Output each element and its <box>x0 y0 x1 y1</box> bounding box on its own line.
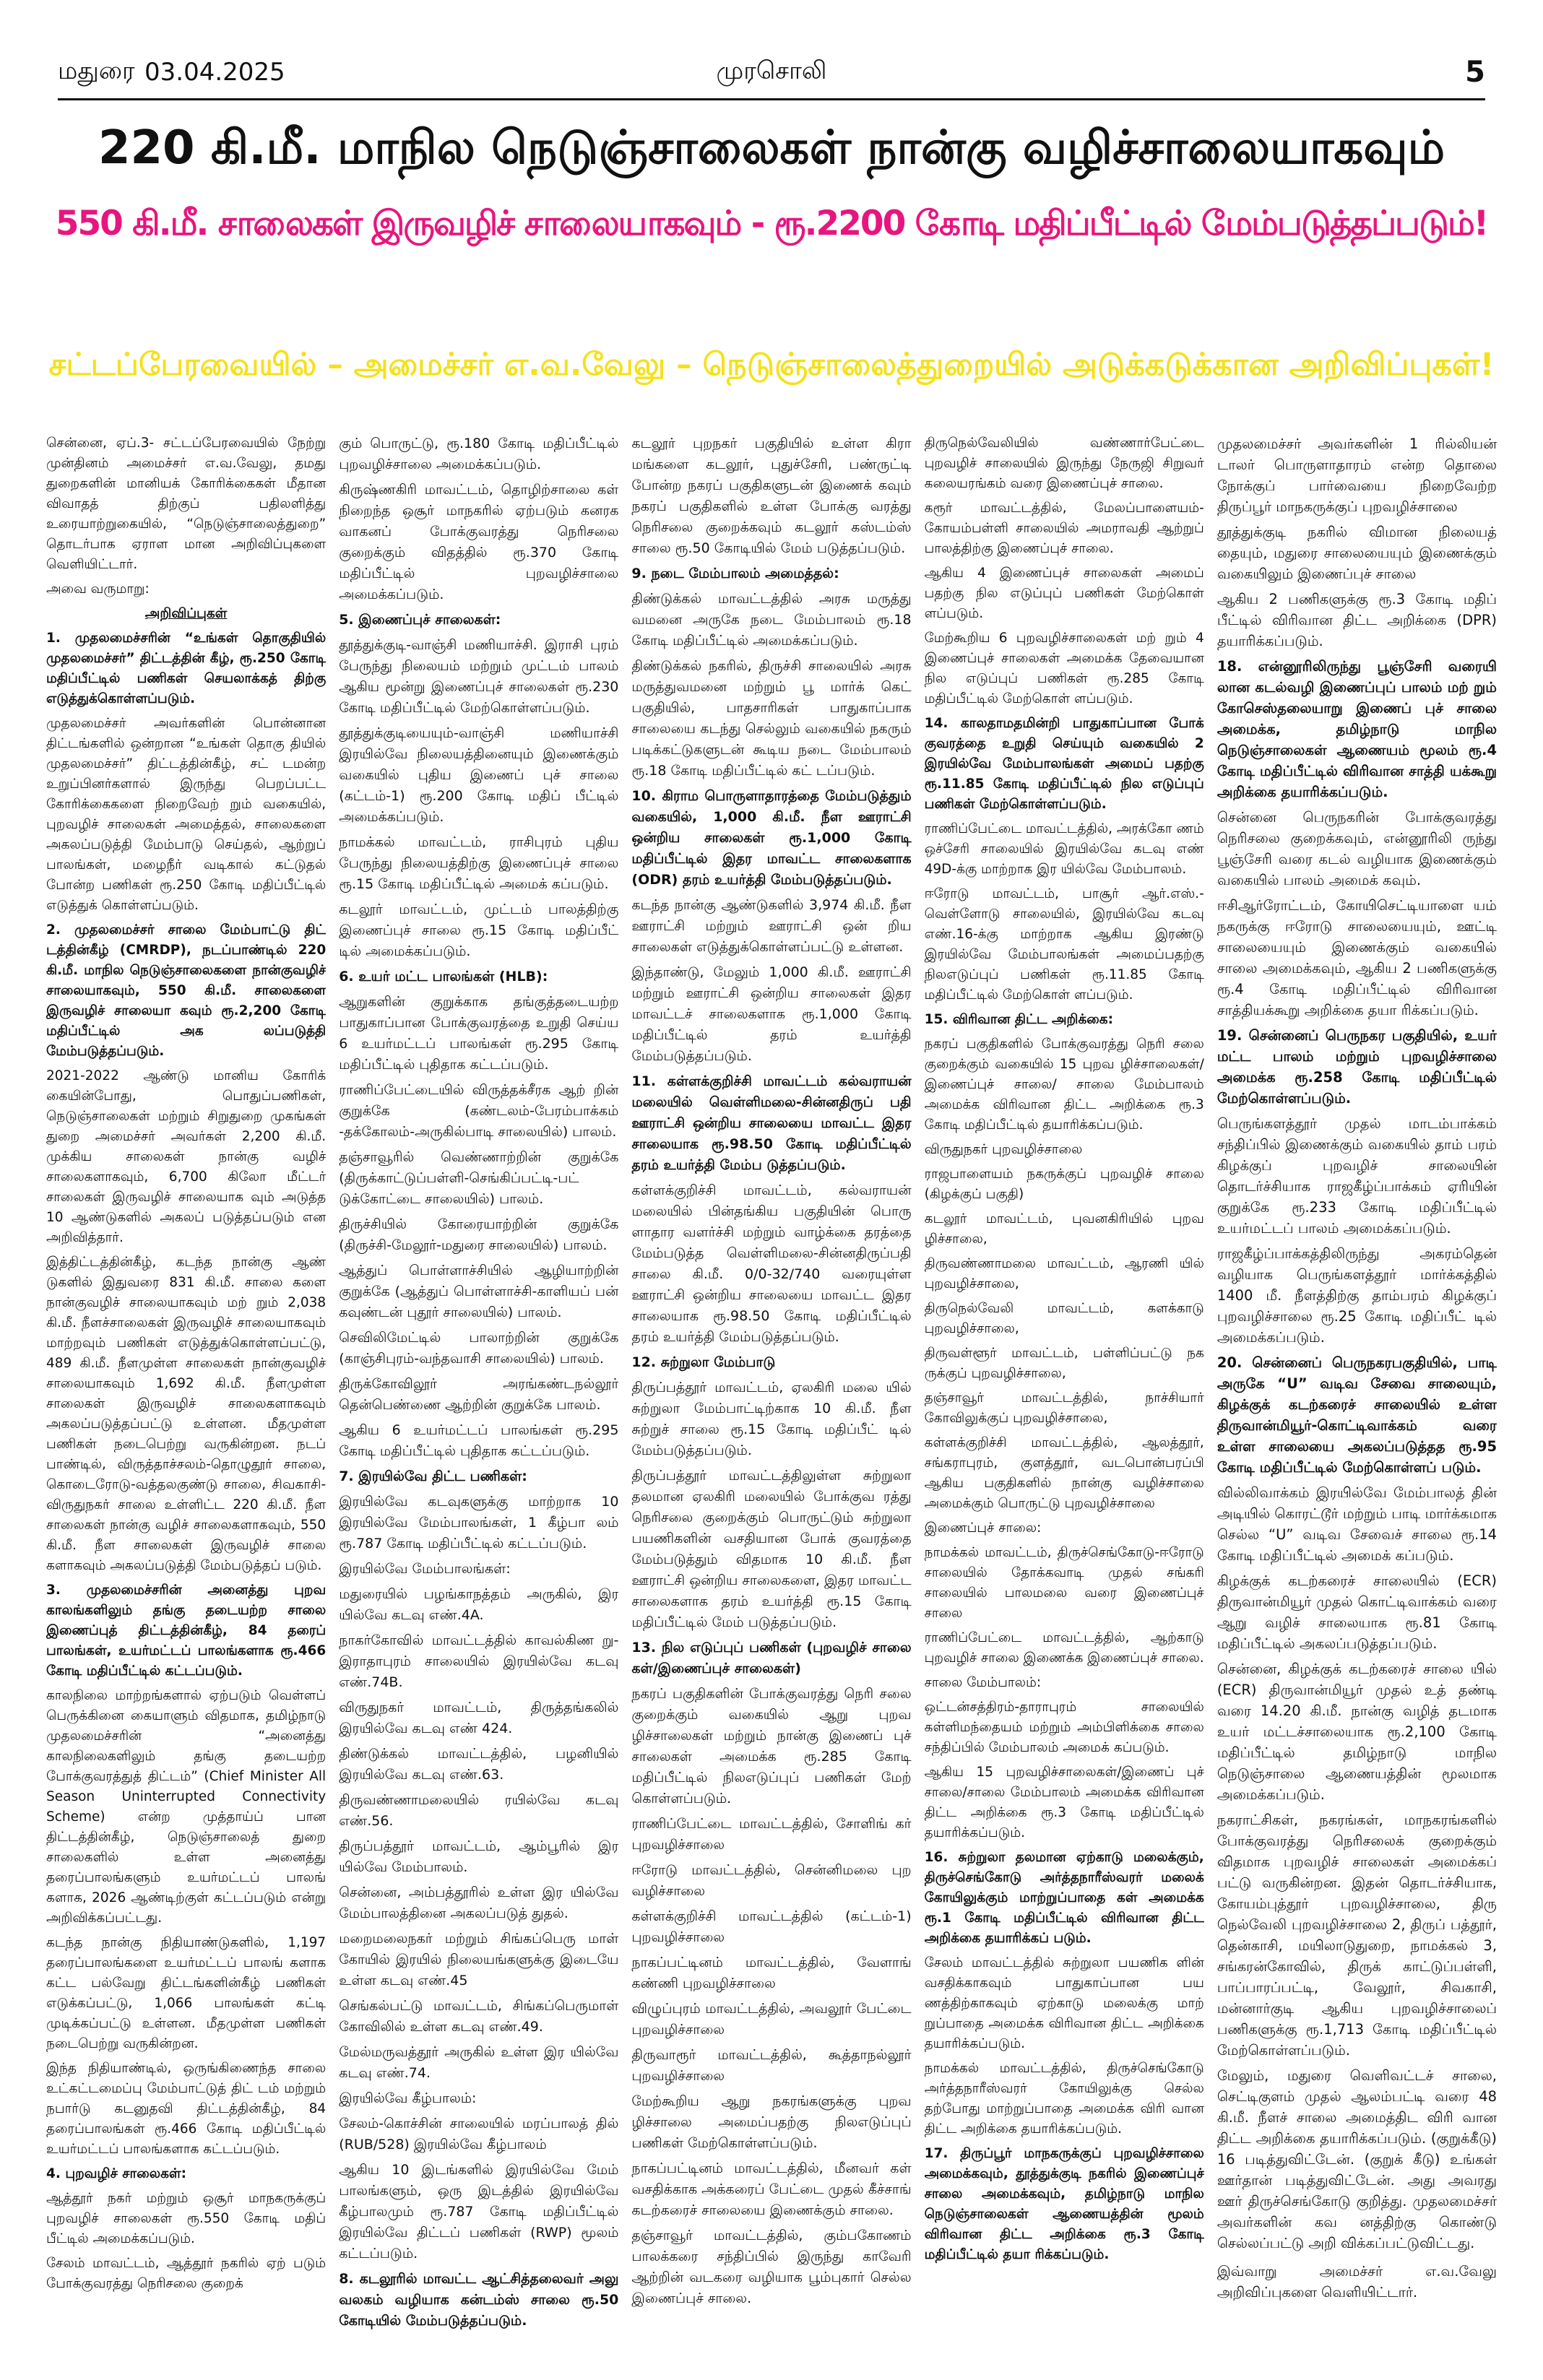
article-paragraph: 11. கள்ளக்குறிச்சி மாவட்டம் கல்வராயன் மலையில் வெள்ளிமலை-சின்னதிருப் பதி ஊராட்சி ஒன்றிய சாலையை மாவட்ட இதர சாலையாக ரூ.98.50 கோடி மதிப்பீட்டில் தரம் உயர்த்தி மேம்ப டுத்தப்படும். <box>631 1073 912 1173</box>
article-paragraph: நாகப்பட்டினம் மாவட்டத்தில், மீனவர் கள் வசதிக்காக அக்கரைப் பேட்டை முதல் கீச்சாங் கடற்கரைச் சாலையை இணைக்கும் சாலை. <box>631 2160 912 2218</box>
article-paragraph: சாலை மேம்பாலம்: <box>924 1675 1042 1690</box>
article-paragraph: சென்னை பெருநகரின் போக்குவரத்து நெரிசலை குறைக்கவும், என்னூரிலி ருந்து பூஞ்சேரி வரை கடல் வழியாக இணைக்கும் வகையில் பாலம் அமைக் கவும். <box>1216 809 1497 888</box>
folio-rule <box>58 98 1485 100</box>
article-paragraph: செவிலிமேட்டில் பாலாற்றின் குறுக்கே (காஞ்சிபுரம்-வந்தவாசி சாலையில்) பாலம். <box>339 1330 619 1367</box>
article-paragraph: நாகர்கோவில் மாவட்டத்தில் காவல்கிண று-இராதாபுரம் சாலையில் இரயில்வே கடவு எண்.74B. <box>339 1632 619 1690</box>
article-paragraph: திருவண்ணாமலை மாவட்டம், ஆரணி யில் புறவழிச்சாலை, <box>924 1256 1204 1291</box>
article-paragraph: நகரப் பகுதிகளின் போக்குவரத்து நெரி சலை குறைக்கும் வகையில் ஆறு புறவ ழிச்சாலைகள் மற்றும் நான்கு இணைப் புச் சாலைகள் அமைக்க ரூ.285 கோடி மதிப்பீட்டில் நிலஎடுப்புப் பணிகள் மேற் கொள்ளப்படும். <box>631 1686 912 1806</box>
article-paragraph: 20. சென்னைப் பெருநகரபகுதியில், பாடி அருகே “U” வடிவ சேவை சாலையும், கிழக்குக் கடற்கரைச் சாலையில் உள்ள திருவான்மியூர்-கொட்டிவாக்கம் வரை உள்ள சாலையை அகலப்படுத்தத ரூ.95 கோடி மதிப்பீட்டில் மேற்கொள்ளப் படும். <box>1216 1354 1497 1476</box>
article-paragraph: சேலம் மாவட்டம், ஆத்தூர் நகரில் ஏற் படும் போக்குவரத்து நெரிசலை குறைக் <box>46 2256 327 2291</box>
article-paragraph: 2021-2022 ஆண்டு மானிய கோரிக் கையின்போது, பொதுப்பணிகள், நெடுஞ்சாலைகள் மற்றும் சிறுதுறை முகங்கள் துறை அமைச்சர் அவர்கள் 2,200 கி.மீ. முக்கிய சாலைகள் நான்கு வழிச் சாலைகளாகவும், 6,700 கிலோ மீட்டர் சாலைகள் இருவழிச் சாலையாக வும் அடுத்த 10 ஆண்டுகளில் அகலப் படுத்தப்படும் என அறிவித்தார். <box>46 1068 327 1245</box>
article-paragraph: 10. கிராம பொருளாதாரத்தை மேம்படுத்தும் வகையில், 1,000 கி.மீ. நீள ஊராட்சி ஒன்றிய சாலைகள் ரூ.1,000 கோடி மதிப்பீட்டில் இதர மாவட்ட சாலைகளாக (ODR) தரம் உயர்த்தி மேம்படுத்தப்படும். <box>631 788 912 888</box>
article-paragraph: 15. விரிவான திட்ட அறிக்கை: <box>924 1012 1114 1027</box>
article-paragraph: 2. முதலமைச்சர் சாலை மேம்பாட்டு திட் டத்தின்கீழ் (CMRDP), நடப்பாண்டில் 220 கி.மீ. மாநில நெடுஞ்சாலைகளை நான்குவழிச் சாலையாகவும், 550 கி.மீ. சாலைகளை இருவழிச் சாலையா கவும் ரூ.2,200 கோடி மதிப்பீட்டில் அக லப்படுத்தி மேம்படுத்தப்படும். <box>46 922 327 1059</box>
article-paragraph: நாகப்பட்டினம் மாவட்டத்தில், வேளாங் கண்ணி புறவழிச்சாலை <box>631 1955 912 1991</box>
article-paragraph: 4. புறவழிச் சாலைகள்: <box>46 2166 186 2181</box>
article-paragraph: நாமக்கல் மாவட்டத்தில், திருச்செங்கோடு அர்த்தநாரீஸ்வரர் கோயிலுக்கு செல்ல தற்போது மாற்றுப்பாதை அமைக்க விரி வான திட்ட அறிக்கை தயாரிக்கப்படும். <box>924 2061 1204 2137</box>
article-paragraph: இணைப்புச் சாலை: <box>924 1520 1042 1536</box>
article-paragraph: 17. திருப்பூர் மாநகருக்குப் புறவழிச்சாலை அமைக்கவும், தூத்துக்குடி நகரில் இணைப்புச் சாலை அமைக்கவும், தமிழ்நாடு மாநில நெடுஞ்சாலைகள் ஆணையத்தின் மூலம் விரிவான திட்ட அறிக்கை ரூ.3 கோடி மதிப்பீட்டில் தயா ரிக்கப்படும். <box>924 2146 1204 2262</box>
article-paragraph: 5. இணைப்புச் சாலைகள்: <box>339 612 501 628</box>
article-paragraph: ராணிப்பேட்டை மாவட்டத்தில், அரக்கோ ணம் ஒச்சேரி சாலையில் இரயில்வே கடவு எண் 49D-க்கு மாற்றாக இர யில்வே மேம்பாலம். <box>924 821 1204 877</box>
folio-page-number: 5 <box>1465 56 1485 89</box>
article-paragraph: ராஜபாளையம் நகருக்குப் புறவழிச் சாலை (கிழக்குப் பகுதி) <box>924 1167 1204 1202</box>
article-column-2 <box>339 433 618 2362</box>
article-paragraph: ஆகிய 15 புறவழிச்சாலைகள்/இணைப் புச் சாலை/சாலை மேம்பாலம் அமைக்க விரிவான திட்ட அறிக்கை ரூ.3 கோடி மதிப்பீட்டில் தயாரிக்கப்படும். <box>924 1765 1204 1840</box>
article-paragraph: வில்லிவாக்கம் இரயில்வே மேம்பாலத் தின் அடியில் கொரட்டூர் மற்றும் பாடி மார்க்கமாக செல்ல “U” வடிவ சேவைச் சாலை ரூ.14 கோடி மதிப்பீட்டில் அமைக் கப்படும். <box>1216 1484 1497 1564</box>
article-paragraph: ஒட்டன்சத்திரம்-தாராபுரம் சாலையில் கள்ளிமந்தையம் மற்றும் அம்பிளிக்கை சாலை சந்திப்பில் மேம்பாலம் அமைக் கப்படும். <box>924 1700 1204 1755</box>
article-subheading: அறிவிப்புகள் <box>144 606 228 621</box>
article-paragraph: கிருஷ்ணகிரி மாவட்டம், தொழிற்சாலை கள் நிறைந்த ஒசூர் மாநகரில் ஏற்படும் கனரக வாகனப் போக்குவரத்து நெரிசலை குறைக்கும் விதத்தில் ரூ.370 கோடி மதிப்பீட்டில் புறவழிச்சாலை அமைக்கப்படும். <box>339 482 619 602</box>
article-paragraph: 14. காலதாமதமின்றி பாதுகாப்பான போக் குவரத்தை உறுதி செய்யும் வகையில் 2 இரயில்வே மேம்பாலங்கள் அமைப் பதற்கு ரூ.11.85 கோடி மதிப்பீட்டில் நில எடுப்புப் பணிகள் மேற்கொள்ளப்படும். <box>924 716 1204 812</box>
article-column-1 <box>46 433 326 2362</box>
article-paragraph: ராணிப்பேட்டை மாவட்டத்தில், சோளிங் கர் புறவழிச்சாலை <box>631 1816 912 1853</box>
article-paragraph: விருதுநகர் புறவழிச்சாலை <box>924 1142 1083 1157</box>
headline-deck: சட்டப்பேரவையில் – அமைச்சர் எ.வ.வேலு – நெடுஞ்சாலைத்துறையில் அடுக்கடுக்கான அறிவிப்புகள்! <box>48 347 1495 383</box>
column-5-paragraphs <box>1217 433 1497 2254</box>
article-paragraph: ஆகிய 6 உயர்மட்டப் பாலங்கள் ரூ.295 கோடி மதிப்பீட்டில் புதிதாக கட்டப்படும். <box>339 1422 619 1459</box>
article-paragraph: திண்டுக்கல் மாவட்டத்தில் அரசு மருத்து வமனை அருகே நடை மேம்பாலம் ரூ.18 கோடி மதிப்பீட்டில் அமைக்கப்படும். <box>631 591 912 649</box>
article-column-4 <box>925 433 1204 2362</box>
article-paragraph: ராணிப்பேட்டையில் விருத்தக்சீரக ஆற் றின் குறுக்கே (கண்டலம்-பேரம்பாக்கம் -தக்கோலம்-அருகில்பாடி சாலையில்) பாலம். <box>339 1082 619 1140</box>
article-paragraph: இரயில்வே கடவுகளுக்கு மாற்றாக 10 இரயில்வே மேம்பாலங்கள், 1 கீழ்பா லம் ரூ.787 கோடி மதிப்பீட்டில் கட்டப்படும். <box>339 1494 619 1552</box>
column-4-paragraphs <box>925 433 1204 2265</box>
article-paragraph: 19. சென்னைப் பெருநகர பகுதியில், உயர் மட்ட பாலம் மற்றும் புறவழிச்சாலை அமைக்க ரூ.258 கோடி மதிப்பீட்டில் மேற்கொள்ளப்படும். <box>1216 1027 1497 1107</box>
article-paragraph: ஆத்துப் பொள்ளாச்சியில் ஆழியாற்றின் குறுக்கே (ஆத்துப் பொள்ளாச்சி-காளியப் பன் கவுண்டன் புதூர் சாலையில்) பாலம். <box>339 1263 619 1320</box>
headline-kicker: 220 கி.மீ. மாநில நெடுஞ்சாலைகள் நான்கு வழிச்சாலையாகவும் <box>98 121 1445 175</box>
article-paragraph: 1. முதலமைச்சரின் “உங்கள் தொகுதியில் முதலமைச்சர்” திட்டத்தின் கீழ், ரூ.250 கோடி மதிப்பீட்டில் பணிகள் செயலாக்கத் திற்கு எடுத்துக்கொள்ளப்படும். <box>46 631 327 706</box>
article-paragraph: ஈரோடு மாவட்டம், பாசூர் ஆர்.எஸ்.-வெள்ளோடு சாலையில், இரயில்வே கடவு எண்.16-க்கு மாற்றாக ஆகிய இரண்டு இரயில்வே மேம்பாலங்கள் அமைப்பதற்கு நிலஎடுப்புப் பணிகள் ரூ.11.85 கோடி மதிப்பீட்டில் மேற்கொள் ளப்படும். <box>924 886 1204 1003</box>
article-paragraph: முதலமைச்சர் அவர்களின் 1 ரில்லியன் டாலர் பொருளாதாரம் என்ற தொலை நோக்குப் பார்வையை நிறைவேற்ற திருப்பூர் மாநகருக்குப் புறவழிச்சாலை <box>1216 436 1497 515</box>
article-paragraph: திருவள்ளூர் மாவட்டம், பள்ளிப்பட்டு நக ருக்குப் புறவழிச்சாலை, <box>924 1346 1204 1381</box>
article-paragraph: மேற்கூறிய 6 புறவழிச்சாலைகள் மற் றும் 4 இணைப்புச் சாலைகள் அமைக்க தேவையான நில எடுப்புப் பணிகள் ரூ.285 கோடி மதிப்பீட்டில் மேற்கொள் ளப்படும். <box>924 631 1204 706</box>
article-paragraph: ஆகிய 10 இடங்களில் இரயில்வே மேம் பாலங்களும், ஒரு இடத்தில் இரயில்வே கீழ்பாலமும் ரூ.787 கோடி மதிப்பீட்டில் இரயில்வே திட்டப் பணிகள் (RWP) மூலம் கட்டப்படும். <box>339 2162 619 2262</box>
folio-city: மதுரை <box>58 56 135 85</box>
column-1-paragraphs <box>46 628 326 2294</box>
article-paragraph: கரூர் மாவட்டத்தில், மேலப்பாளையம்-கோயம்பள்ளி சாலையில் அமராவதி ஆற்றுப் பாலத்திற்கு இணைப்புச் சாலை. <box>924 501 1204 556</box>
article-paragraph: மேற்கூறிய ஆறு நகரங்களுக்கு புறவ ழிச்சாலை அமைப்பதற்கு நிலஎடுப்புப் பணிகள் மேற்கொள்ளப்படும். <box>631 2093 912 2151</box>
article-paragraph: இந்த நிதியாண்டில், ஒருங்கிணைந்த சாலை உட்கட்டமைப்பு மேம்பாட்டுத் திட் டம் மற்றும் நபார்டு கடனுதவி திட்டத்தின்கீழ், 84 தரைப்பாலங்கள் ரூ.466 கோடி மதிப்பீட்டில் உயர்மட்டப் பாலங்களாக கட்டப்படும். <box>46 2061 327 2157</box>
article-paragraph: சேலம் மாவட்டத்தில் சுற்றுலா பயணிக ளின் வசதிக்காகவும் பாதுகாப்பான பய ணத்திற்காகவும் ஏற்காடு மலைக்கு மாற் றுப்பாதை அமைக்க விரிவான திட்ட அறிக்கை தயாரிக்கப்படும். <box>924 1955 1204 2051</box>
article-paragraph: திருநெல்வேலியில் வண்ணார்பேட்டை புறவழிச் சாலையில் இருந்து நேருஜி சிறுவர் கலையரங்கம் வரை இணைப்புச் சாலை. <box>924 436 1204 491</box>
article-paragraph: ராஜகீழ்ப்பாக்கத்திலிருந்து அகரம்தென் வழியாக பெருங்களத்தூர் மார்க்கத்தில் 1400 மீ. நீளத்திற்கு தாம்பரம் கிழக்குப் புறவழிச்சாலை ரூ.25 கோடி மதிப்பீட் டில் அமைக்கப்படும். <box>1216 1245 1497 1346</box>
article-paragraph: 8. கடலூரில் மாவட்ட ஆட்சித்தலைவர் அலு வலகம் வழியாக கன்டம்ஸ் சாலை ரூ.50 கோடியில் மேம்படுத்தப்படும். <box>339 2271 619 2329</box>
article-paragraph: சேலம்-கொச்சின் சாலையில் மரப்பாலத் தில் (RUB/528) இரயில்வே கீழ்பாலம் <box>339 2116 619 2152</box>
article-paragraph: செங்கல்பட்டு மாவட்டம், சிங்கப்பெருமாள் கோவிலில் உள்ள கடவு எண்.49. <box>339 1998 619 2035</box>
article-paragraph: கும் பொருட்டு, ரூ.180 கோடி மதிப்பீட்டில் புறவழிச்சாலை அமைக்கப்படும். <box>339 436 619 472</box>
article-paragraph: கள்ளக்குறிச்சி மாவட்டத்தில் (கட்டம்-1) புறவழிச்சாலை <box>631 1908 912 1945</box>
article-paragraph: கடந்த நான்கு ஆண்டுகளில் 3,974 கி.மீ. நீள ஊராட்சி மற்றும் ஊராட்சி ஒன் றிய சாலைகள் எடுத்துக்கொள்ளப்பட்டு உள்ளன. <box>631 897 912 955</box>
folio-paper-name: முரசொலி <box>716 56 827 85</box>
article-paragraph: திருக்கோவிலூர் அரங்கண்டநல்லூர் தென்பெண்ணை ஆற்றின் குறுக்கே பாலம். <box>339 1376 619 1413</box>
article-body <box>46 433 1497 2362</box>
article-paragraph: தஞ்சாவூரில் வெண்ணாற்றின் குறுக்கே (திருக்காட்டுப்பள்ளி-செங்கிப்பட்டி-பட் டுக்கோட்டை சாலையில்) பாலம். <box>339 1149 619 1207</box>
article-paragraph: இரயில்வே மேம்பாலங்கள்: <box>339 1561 511 1577</box>
article-paragraph: கடலூர் மாவட்டம், புவனகிரியில் புறவ ழிச்சாலை, <box>924 1211 1204 1247</box>
article-paragraph: கள்ளக்குறிச்சி மாவட்டத்தில், ஆலத்தூர், சங்கராபுரம், குளத்தூர், வடபொன்பரப்பி ஆகிய பகுதிகளில் நான்கு வழிச்சாலை அமைக்கும் பொருட்டு புறவழிச்சாலை <box>924 1435 1204 1511</box>
article-paragraph: மேல்மருவத்தூர் அருகில் உள்ள இர யில்வே கடவு எண்.74. <box>339 2044 619 2081</box>
article-paragraph: தூத்துக்குடியையும்-வாஞ்சி மணியாச்சி இரயில்வே நிலையத்தினையும் இணைக்கும் வகையில் புதிய இணைப் புச் சாலை (கட்டம்-1) ரூ.200 கோடி மதிப் பீட்டில் அமைக்கப்படும். <box>339 725 619 825</box>
article-paragraph: ஆகிய 4 இணைப்புச் சாலைகள் அமைப் பதற்கு நில எடுப்புப் பணிகள் மேற்கொள் ளப்படும். <box>924 566 1204 621</box>
article-paragraph: 16. சுற்றுலா தலமான ஏற்காடு மலைக்கும், திருச்செங்கோடு அர்த்தநாரீஸ்வரர் மலைக் கோயிலுக்கும் மாற்றுப்பாதை கள் அமைக்க ரூ.1 கோடி மதிப்பீட்டில் விரிவான திட்ட அறிக்கை தயாரிக்கப் படும். <box>924 1850 1204 1946</box>
article-paragraph: 18. என்னூரிலிருந்து பூஞ்சேரி வரையி லான கடல்வழி இணைப்புப் பாலம் மற் றும் கோசெஸ்தலையாறு இணைப் புச் சாலை அமைக்க, தமிழ்நாடு மாநில நெடுஞ்சாலைகள் ஆணையம் மூலம் ரூ.4 கோடி மதிப்பீட்டில் விரிவான சாத்தி யக்கூறு அறிக்கை தயாரிக்கப்படும். <box>1216 658 1497 800</box>
article-paragraph: ராணிப்பேட்டை மாவட்டத்தில், ஆற்காடு புறவழிச் சாலை இணைக்க இணைப்புச் சாலை. <box>924 1630 1204 1666</box>
article-paragraph: திருப்பத்தூர் மாவட்டம், ஏலகிரி மலை யில் சுற்றுலா மேம்பாட்டிற்காக 10 கி.மீ. நீள சுற்றுச் சாலை ரூ.15 கோடி மதிப்பீட் டில் மேம்படுத்தப்படும். <box>631 1380 912 1458</box>
article-paragraph: திருவாரூர் மாவட்டத்தில், கூத்தாநல்லூர் புறவழிச்சாலை <box>631 2047 912 2084</box>
article-paragraph: கள்ளக்குறிச்சி மாவட்டம், கல்வராயன் மலையில் பின்தங்கிய பகுதியின் பொரு ளாதார வளர்ச்சி மற்றும் வாழ்க்கை தரத்தை மேம்படுத்த வெள்ளிமலை-சின்னதிருப்பதி சாலை கி.மீ. 0/0-32/740 வரையுள்ள ஊராட்சி ஒன்றிய சாலையை மாவட்ட இதர சாலையாக ரூ.98.50 கோடி மதிப்பீட்டில் தரம் உயர்த்தி மேம்படுத்தப்படும். <box>631 1182 912 1345</box>
article-paragraph: நகரப் பகுதிகளில் போக்குவரத்து நெரி சலை குறைக்கும் வகையில் 15 புறவ ழிச்சாலைகள்/இணைப்புச் சாலை/ சாலை மேம்பாலம் அமைக்க விரிவான திட்ட அறிக்கை ரூ.3 கோடி மதிப்பீட்டில் தயாரிக்கப்படும். <box>924 1037 1204 1133</box>
article-paragraph: 12. சுற்றுலா மேம்பாடு <box>631 1354 776 1370</box>
article-paragraph: ஈசிஆர்ரோட்டம், கோயிசெட்டியாளை யம் நகருக்கு ஈரோடு சாலையையும், ஊட்டி சாலையையும் இணைக்கும் வகையில் சாலை அமைக்கவும், ஆகிய 2 பணிகளுக்கு ரூ.4 கோடி மதிப்பீட்டில் விரிவான சாத்தியக்கூறு அறிக்கை தயா ரிக்கப்படும். <box>1216 897 1497 1018</box>
article-intro-2: அவை வருமாறு: <box>46 581 150 597</box>
article-paragraph: கடலூர் புறநகர் பகுதியில் உள்ள கிரா மங்களை கடலூர், புதுச்சேரி, பண்ருட்டி போன்ற நகரப் பகுதிகளுடன் இணைக் கவும் நகரப் பகுதிகளில் உள்ள போக்கு வரத்து நெரிசலை குறைக்கவும் கடலூர் கஸ்டம்ஸ் சாலை ரூ.50 கோடியில் மேம் படுத்தப்படும். <box>631 436 912 556</box>
article-paragraph: மதுரையில் பழங்காநத்தம் அருகில், இர யில்வே கடவு எண்.4A. <box>339 1586 619 1623</box>
column-3-paragraphs <box>631 433 911 2309</box>
article-paragraph: ஆறுகளின் குறுக்காக தங்குத்தடையற்ற பாதுகாப்பான போக்குவரத்தை உறுதி செய்ய 6 உயர்மட்டப் பாலங்கள் ரூ.295 கோடி மதிப்பீட்டில் புதிதாக கட்டப்படும். <box>339 994 619 1073</box>
article-paragraph: 7. இரயில்வே திட்ட பணிகள்: <box>339 1468 527 1484</box>
article-paragraph: 6. உயர் மட்ட பாலங்கள் (HLB): <box>339 969 548 985</box>
article-paragraph: நாமக்கல் மாவட்டம், திருச்செங்கோடு-ஈரோடு சாலையில் தோக்கவாடி முதல் சங்கரி சாலையில் பாலமலை வரை இணைப்புச் சாலை <box>924 1545 1204 1621</box>
article-paragraph: கிழக்குக் கடற்கரைச் சாலையில் (ECR) திருவான்மியூர் முதல் கொட்டிவாக்கம் வரை ஆறு வழிச் சாலையாக ரூ.81 கோடி மதிப்பீட்டில் அகலப்படுத்தப்படும். <box>1216 1572 1497 1652</box>
article-paragraph: இத்திட்டத்தின்கீழ், கடந்த நான்கு ஆண் டுகளில் இதுவரை 831 கி.மீ. சாலை களை நான்குவழிச் சாலையாகவும் மற் றும் 2,038 கி.மீ. நீளச்சாலைகள் இருவழிச் சாலையாகவும் மாற்றவும் பணிகள் எடுத்துக்கொள்ளப்பட்டு, 489 கி.மீ. நீளமுள்ள சாலைகள் நான்குவழிச் சாலையாகவும் 1,692 கி.மீ. நீளமுள்ள சாலைகள் இருவழிச் சாலைகளாகவும் அகலப்படுத்தப்பட்டு உள்ளன. மீதமுள்ள பணிகள் நடைபெற்று வருகின்றன. நடப் பாண்டில், விருத்தாச்சலம்-தொழுதூர் சாலை, கொடைரோடு-வத்தலகுண்டு சாலை, சிவகாசி-விருதுநகர் சாலை உள்ளிட்ட 220 கி.மீ. நீள சாலைகள் நான்கு வழிச் சாலைகளாகவும், 550 கி.மீ. நீள சாலைகள் இருவழிச் சாலை களாகவும் அகலப்படுத்தி மேம்படுத்தப் படும். <box>46 1255 327 1573</box>
article-paragraph: சென்னை, அம்பத்தூரில் உள்ள இர யில்வே மேம்பாலத்தினை அகலப்படுத் துதல். <box>339 1884 619 1921</box>
headline-main: 550 கி.மீ. சாலைகள் இருவழிச் சாலையாகவும் - ரூ.2200 கோடி மதிப்பீட்டில் மேம்படுத்தப்படும்! <box>55 204 1488 243</box>
article-paragraph: இந்தாண்டு, மேலும் 1,000 கி.மீ. ஊராட்சி மற்றும் ஊராட்சி ஒன்றிய சாலைகள் இதர மாவட்டச் சாலைகளாக ரூ.1,000 கோடி மதிப்பீட்டில் தரம் உயர்த்தி மேம்படுத்தப்படும். <box>631 964 912 1064</box>
article-paragraph: பெருங்களத்தூர் முதல் மாடம்பாக்கம் சந்திப்பில் இணைக்கும் வகையில் தாம் பரம் கிழக்குப் புறவழிச் சாலையின் தொடர்ச்சியாக ராஜகீழ்ப்பாக்கம் ஏரியின் குறுக்கே ரூ.233 கோடி மதிப்பீட்டில் உயர்மட்டப் பாலம் அமைக்கப்படும். <box>1216 1115 1497 1237</box>
article-column-3 <box>631 433 911 2362</box>
article-paragraph: 3. முதலமைச்சரின் அனைத்து புறவ காலங்களிலும் தங்கு தடையற்ற சாலை இணைப்புத் திட்டத்தின்கீழ், 84 தரைப் பாலங்கள், உயர்மட்டப் பாலங்களாக ரூ.466 கோடி மதிப்பீட்டில் கட்டப்படும். <box>46 1583 327 1679</box>
article-paragraph: மறைமலைநகர் மற்றும் சிங்கப்பெரு மாள் கோயில் இரயில் நிலையங்களுக்கு இடையே உள்ள கடவு எண்.45 <box>339 1931 619 1989</box>
article-paragraph: மேலும், மதுரை வெளிவட்டச் சாலை, செட்டிகுளம் முதல் ஆலம்பட்டி வரை 48 கி.மீ. நீளச் சாலை அமைத்திட விரி வான திட்ட அறிக்கை தயாரிக்கப்படும். (குறுக்கீடு) 16 படித்துவிட்டேன். (குறுக் கீடு) உங்கள் ஊர்தான் படித்துவிட்டேன். அது அவரது ஊர் திருச்செங்கோடு குறித்து. முதலமைச்சர் அவர்களின் கவ னத்திற்கு கொண்டு செல்லப்பட்டு அறி விக்கப்பட்டுவிட்டது. <box>1216 2067 1497 2251</box>
article-closing: இவ்வாறு அமைச்சர் எ.வ.வேலு அறிவிப்புகளை வெளியிட்டார். <box>1216 2263 1497 2301</box>
article-column-5 <box>1217 433 1497 2362</box>
article-paragraph: தூத்துக்குடி நகரில் விமான நிலையத் தையும், மதுரை சாலையையும் இணைக்கும் வகையிலும் இணைப்புச் சாலை <box>1216 524 1497 582</box>
article-paragraph: திருச்சியில் கோரையாற்றின் குறுக்கே (திருச்சி-மேலூர்-மதுரை சாலையில்) பாலம். <box>339 1216 619 1253</box>
article-paragraph: முதலமைச்சர் அவர்களின் பொன்னான திட்டங்களில் ஒன்றான “உங்கள் தொகு தியில் முதலமைச்சர்” திட்டத்தின்கீழ், சட் டமன்ற உறுப்பினர்களால் இருந்து பெறப்பட்ட கோரிக்கைகளை நிறைவேற் றும் வகையில், புறவழிச் சாலைகள் அமைத்தல், சாலைகளை அகலப்படுத்தி மேம்பாடு செய்தல், ஆற்றுப் பாலங்கள், மழைநீர் வடிகால் கட்டுதல் போன்ற பணிகள் ரூ.250 கோடி மதிப்பீட்டில் எடுத்துக் கொள்ளப்படும். <box>46 716 327 913</box>
article-paragraph: தூத்துக்குடி-வாஞ்சி மணியாச்சி. இராசி புரம் பேருந்து நிலையம் மற்றும் முட்டம் பாலம் ஆகிய மூன்று இணைப்புச் சாலைகள் ரூ.230 கோடி மதிப்பீட்டில் மேற்கொள்ளப்படும். <box>339 637 619 716</box>
article-paragraph: தஞ்சாவூர் மாவட்டத்தில், நாச்சியார் கோவிலுக்குப் புறவழிச்சாலை, <box>924 1390 1204 1426</box>
article-paragraph: திருப்பத்தூர் மாவட்டம், ஆம்பூரில் இர யில்வே மேம்பாலம். <box>339 1838 619 1875</box>
article-paragraph: ஆகிய 2 பணிகளுக்கு ரூ.3 கோடி மதிப் பீட்டில் விரிவான திட்ட அறிக்கை (DPR) தயாரிக்கப்படும். <box>1216 591 1497 649</box>
column-2-paragraphs <box>339 433 618 2332</box>
page-folio <box>58 51 1485 94</box>
article-paragraph: 9. நடை மேம்பாலம் அமைத்தல்: <box>631 566 839 581</box>
article-paragraph: 13. நில எடுப்புப் பணிகள் (புறவழிச் சாலை கள்/இணைப்புச் சாலைகள்) <box>631 1640 912 1676</box>
article-paragraph: நகராட்சிகள், நகரங்கள், மாநகரங்களில் போக்குவரத்து நெரிசலைக் குறைக்கும் விதமாக புறவழிச் சாலைகள் அமைக்கப் பட்டு வருகின்றன. இதன் தொடர்ச்சியாக, கோயம்புத்தூர் புறவழிச்சாலை, திரு நெல்வேலி புறவழிச்சாலை 2, திருப் பத்தூர், தென்காசி, மயிலாடுதுறை, நாமக்கல் 3, சங்கரன்கோவில், திருக் காட்டுப்பள்ளி, பாப்பாரப்பட்டி, வேலூர், சிவகாசி, மன்னார்குடி ஆகிய புறவழிச்சாலைப் பணிகளுக்கு ரூ.1,713 கோடி மதிப்பீட்டில் மேற்கொள்ளப்படும். <box>1216 1812 1497 2059</box>
article-paragraph: ஆத்தூர் நகர் மற்றும் ஒசூர் மாநகருக்குப் புறவழிச் சாலைகள் ரூ.550 கோடி மதிப் பீட்டில் அமைக்கப்படும். <box>46 2191 327 2246</box>
article-paragraph: தஞ்சாவூர் மாவட்டத்தில், கும்பகோணம் பாலக்கரை சந்திப்பில் இருந்து காவேரி ஆற்றின் வடகரை வழியாக பூம்புகார் செல்ல இணைப்புச் சாலை. <box>631 2228 912 2306</box>
article-paragraph: விருதுநகர் மாவட்டம், திருத்தங்கலில் இரயில்வே கடவு எண் 424. <box>339 1700 619 1736</box>
article-paragraph: நாமக்கல் மாவட்டம், ராசிபுரம் புதிய பேருந்து நிலையத்திற்கு இணைப்புச் சாலை ரூ.15 கோடி மதிப்பீட்டில் அமைக் கப்படும். <box>339 834 619 892</box>
folio-date: 03.04.2025 <box>144 58 285 87</box>
article-intro: சென்னை, ஏப்.3- சட்டப்பேரவையில் நேற்று முன்தினம் அமைச்சர் எ.வ.வேலு, தமது துறைகளின் மானியக் கோரிக்கைகள் மீதான விவாதத் திற்குப் பதிலளித்து உரையாற்றுகையில், “நெடுஞ்சாலைத்துறை” தொடர்பாக ஏராள மான அறிவிப்புகளை வெளியிட்டார். <box>46 436 327 572</box>
article-paragraph: சென்னை, கிழக்குக் கடற்கரைச் சாலை யில் (ECR) திருவான்மியூர் முதல் உத் தண்டி வரை 14.20 கி.மீ. நான்கு வழித் தடமாக உயர் மட்டச்சாலையாக ரூ.2,100 கோடி மதிப்பீட்டில் தமிழ்நாடு மாநில நெடுஞ்சாலை ஆணையத்தின் மூலமாக அமைக்கப்படும். <box>1216 1661 1497 1803</box>
article-paragraph: கடந்த நான்கு நிதியாண்டுகளில், 1,197 தரைப்பாலங்களை உயர்மட்டப் பாலங் களாக கட்ட பல்வேறு திட்டங்களின்கீழ் பணிகள் எடுக்கப்பட்டு, 1,066 பாலங்கள் கட்டி முடிக்கப்பட்டு உள்ளன. மீதமுள்ள பணிகள் நடைபெற்று வருகின்றன. <box>46 1935 327 2051</box>
article-paragraph: திண்டுக்கல் மாவட்டத்தில், பழனியில் இரயில்வே கடவு எண்.63. <box>339 1746 619 1783</box>
article-paragraph: திருவண்ணாமலையில் ரயில்வே கடவு எண்.56. <box>339 1792 619 1829</box>
article-paragraph: திருப்பத்தூர் மாவட்டத்திலுள்ள சுற்றுலா தலமான ஏலகிரி மலையில் போக்குவ ரத்து நெரிசலை குறைக்கும் பொருட்டும் சுற்றுலா பயணிகளின் வசதியான போக் குவரத்தை மேம்படுத்தும் விதமாக 10 கி.மீ. நீள ஊராட்சி ஒன்றிய சாலைகளை, இதர மாவட்ட சாலைகளாக தரம் உயர்த்தி ரூ.15 கோடி மதிப்பீட்டில் மேம் படுத்தப்படும். <box>631 1468 912 1630</box>
article-paragraph: இரயில்வே கீழ்பாலம்: <box>339 2090 477 2106</box>
article-paragraph: திருநெல்வேலி மாவட்டம், களக்காடு புறவழிச்சாலை, <box>924 1301 1204 1336</box>
article-paragraph: ஈரோடு மாவட்டத்தில், சென்னிமலை புற வழிச்சாலை <box>631 1862 912 1899</box>
article-paragraph: காலநிலை மாற்றங்களால் ஏற்படும் வெள்ளப் பெருக்கினை கையாளும் விதமாக, தமிழ்நாடு முதலமைச்சரின் “அனைத்து காலநிலைகளிலும் தங்கு தடையற்ற போக்குவரத்துத் திட்டம்” (Chief Minister All Season Uninterrupted Connectivity Scheme) என்ற முத்தாய்ப் பான திட்டத்தின்கீழ், நெடுஞ்சாலைத் துறை சாலைகளில் உள்ள அனைத்து தரைப்பாலங்களும் உயர்மட்டப் பாலங் களாக, 2026 ஆண்டிற்குள் கட்டப்படும் என்று அறிவிக்கப்பட்டது. <box>46 1688 327 1926</box>
article-paragraph: விழுப்புரம் மாவட்டத்தில், அவலூர் பேட்டை புறவழிச்சாலை <box>631 2001 912 2038</box>
article-paragraph: கடலூர் மாவட்டம், முட்டம் பாலத்திற்கு இணைப்புச் சாலை ரூ.15 கோடி மதிப்பீட் டில் அமைக்கப்படும். <box>339 901 619 959</box>
article-paragraph: திண்டுக்கல் நகரில், திருச்சி சாலையில் அரசு மருத்துவமனை மற்றும் பூ மார்க் கெட் பகுதியில், பாதசாரிகள் பாதுகாப்பாக சாலையை கடந்து செல்லும் வகையில் நகரும் படிக்கட்டுகளுடன் கூடிய நடை மேம்பாலம் ரூ.18 கோடி மதிப்பீட்டில் கட் டப்படும். <box>631 658 912 779</box>
